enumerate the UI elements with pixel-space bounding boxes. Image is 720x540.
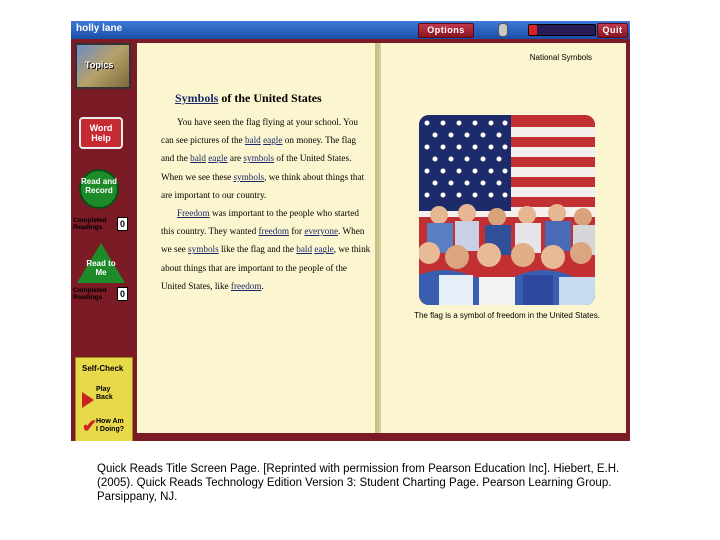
flag-and-children-image	[419, 115, 595, 305]
quick-reads-app-window	[71, 21, 630, 441]
read-and-record-button[interactable]: Read and Record	[79, 169, 119, 209]
story-text-run: You have seen the flag flying at your school. You can see pictures of the	[161, 117, 359, 146]
glossary-word-link[interactable]: bald	[296, 244, 313, 255]
volume-meter-fill	[529, 25, 537, 35]
title-rest: of the United States	[218, 91, 322, 105]
self-check-title: Self-Check	[82, 364, 124, 373]
story-text-run: , we think about things that are important to the people of the United States, like	[161, 244, 371, 291]
glossary-word-link[interactable]: symbols	[188, 244, 219, 255]
page-title	[175, 91, 322, 106]
story-text-run: .	[261, 280, 264, 291]
story-text-run: on money. The flag and the	[161, 135, 356, 164]
completed-readings-readme	[73, 287, 131, 301]
flag-photo	[419, 115, 595, 305]
completed-readings-label: Completed Readings	[73, 217, 107, 231]
topics-button[interactable]	[75, 43, 131, 89]
title-link-symbols[interactable]: Symbols	[175, 91, 219, 105]
story-text-run: are	[227, 153, 244, 164]
flag-canton	[419, 115, 511, 211]
checkmark-icon[interactable]: ✔	[82, 416, 98, 436]
right-page	[379, 43, 626, 433]
left-page	[137, 43, 377, 433]
glossary-word-link[interactable]: symbols	[243, 153, 275, 164]
sidebar	[71, 39, 133, 441]
photo-caption: The flag is a symbol of freedom in the United States.	[414, 311, 600, 320]
glossary-word-link[interactable]: eagle	[208, 153, 228, 164]
story-text-run: for	[289, 226, 305, 237]
topics-label: Topics	[85, 60, 114, 70]
completed-readings-label-2: Completed Readings	[73, 287, 107, 301]
glossary-word-link[interactable]: symbols	[233, 171, 265, 182]
how-am-i-doing-button[interactable]: How Am I Doing?	[96, 418, 124, 433]
story-text-run: of the United States. When we see these	[161, 153, 352, 182]
source-footnote: Quick Reads Title Screen Page. [Reprinted with permission from Pearson Education Inc]. Hiebert, E.H. (2005). Quick Reads Technology Edition Version 3: Student Charting Page. Pearson Learning Group. Parsippany, NJ.	[97, 463, 620, 503]
quit-button[interactable]: Quit	[597, 23, 628, 38]
story-text-run: , we think about things that are important to our country.	[161, 171, 365, 200]
story-text	[161, 113, 371, 295]
completed-readings-record	[73, 217, 131, 231]
glossary-word-link[interactable]: bald	[244, 135, 261, 146]
volume-meter	[528, 24, 596, 36]
top-bar	[71, 21, 630, 40]
story-text-run: was important to the people who started this country. They wanted	[161, 208, 359, 237]
story-text-run: . When we see	[161, 226, 365, 255]
self-check-panel	[75, 357, 133, 441]
story-text-run: like the flag and the	[218, 244, 297, 255]
read-to-me-label[interactable]: Read to Me	[86, 259, 116, 277]
glossary-word-link[interactable]: eagle	[314, 244, 334, 255]
completed-readings-count: 0	[117, 217, 128, 231]
completed-readings-count-2: 0	[117, 287, 128, 301]
user-name: holly lane	[76, 23, 123, 34]
glossary-word-link[interactable]: freedom	[258, 226, 290, 237]
glossary-word-link[interactable]: everyone	[304, 226, 339, 237]
glossary-word-link[interactable]: Freedom	[177, 208, 210, 219]
word-help-button[interactable]: Word Help	[79, 117, 123, 149]
page-header: National Symbols	[529, 53, 592, 62]
glossary-word-link[interactable]: bald	[190, 153, 206, 164]
story-paragraph-2	[161, 204, 371, 295]
options-button[interactable]: Options	[418, 23, 474, 38]
play-icon[interactable]	[82, 392, 94, 408]
glossary-word-link[interactable]: eagle	[263, 135, 283, 146]
story-paragraph-1	[161, 113, 371, 204]
microphone-icon	[498, 23, 508, 37]
glossary-word-link[interactable]: freedom	[230, 280, 262, 291]
book	[133, 39, 630, 441]
play-back-button[interactable]: Play Back	[96, 386, 113, 401]
